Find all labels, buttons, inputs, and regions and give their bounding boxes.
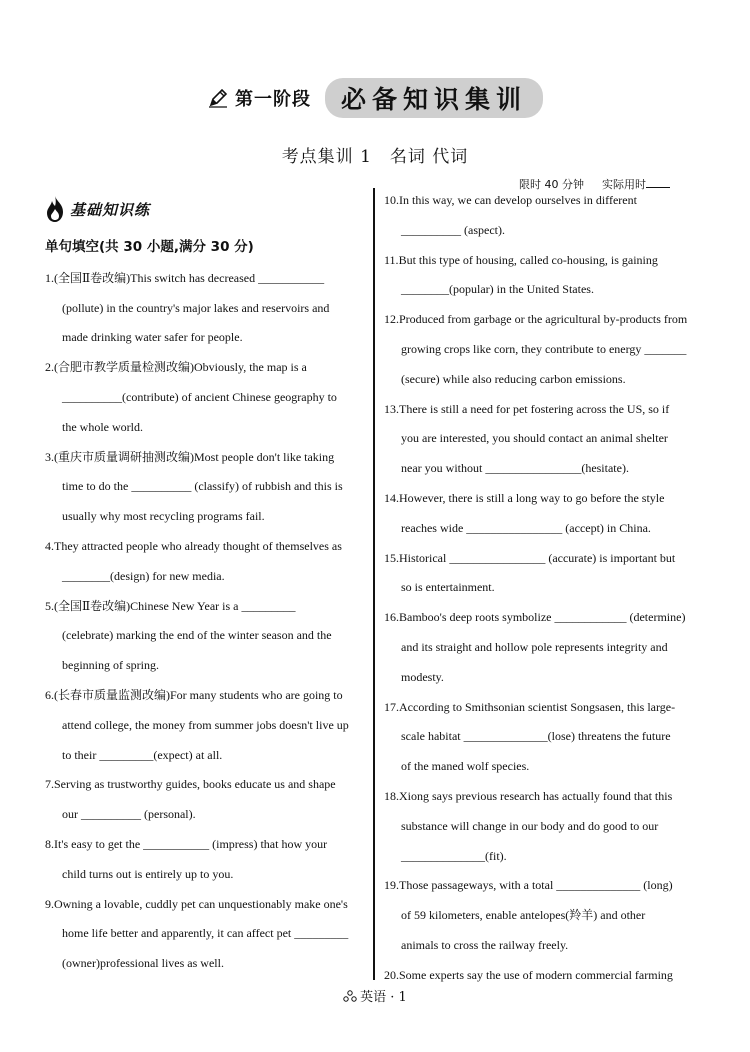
question-text: __________ (aspect). xyxy=(401,222,505,237)
question-number: 10. xyxy=(384,193,399,207)
question-item xyxy=(384,603,705,692)
question-number: 20. xyxy=(384,967,399,982)
question-line xyxy=(384,424,705,454)
left-question-list xyxy=(45,264,368,979)
question-item xyxy=(45,443,368,532)
question-number: 4. xyxy=(45,538,54,553)
question-line xyxy=(384,663,705,693)
question-first-line xyxy=(45,830,368,860)
question-text: (全国Ⅱ卷改编)This switch has decreased ___________ xyxy=(54,270,325,285)
fill-in-subheading: 单句填空(共 30 小题,满分 30 分) xyxy=(45,239,254,255)
question-text: near you without ________________(hesitate). xyxy=(401,461,629,476)
question-number: 16. xyxy=(384,610,399,625)
question-text: our __________ (personal). xyxy=(62,807,196,822)
question-line xyxy=(384,901,705,931)
question-item xyxy=(384,544,705,604)
question-text: According to Smithsonian scientist Songsasen, this large- xyxy=(399,699,676,714)
question-first-line xyxy=(384,395,705,425)
question-text: (重庆市质量调研抽测改编)Most people don't like taking xyxy=(54,449,335,464)
question-line xyxy=(384,722,705,752)
right-question-list xyxy=(384,186,705,991)
question-text: (pollute) in the country's major lakes and reservoirs and xyxy=(62,300,330,315)
question-item xyxy=(45,830,368,890)
time-limit: 限时 40 分钟 xyxy=(519,178,584,191)
question-line xyxy=(384,275,705,305)
question-text: so is entertainment. xyxy=(401,580,495,595)
question-number: 17. xyxy=(384,699,399,714)
question-first-line xyxy=(45,681,368,711)
question-text: ________(design) for new media. xyxy=(62,568,225,583)
question-text: Produced from garbage or the agricultural by-products from xyxy=(399,312,688,327)
question-line xyxy=(45,502,368,532)
question-number: 3. xyxy=(45,449,54,464)
pencil-icon xyxy=(207,87,229,109)
question-first-line xyxy=(45,443,368,473)
question-text: growing crops like corn, they contribute to energy _______ xyxy=(401,341,687,356)
question-first-line xyxy=(384,603,705,633)
question-first-line xyxy=(384,186,705,216)
question-item xyxy=(384,186,705,246)
question-first-line xyxy=(384,871,705,901)
question-line xyxy=(45,323,368,353)
question-text: However, there is still a long way to go before the style xyxy=(399,490,665,505)
question-text: Some experts say the use of modern commercial farming xyxy=(399,967,673,982)
question-first-line xyxy=(384,484,705,514)
question-number: 8. xyxy=(45,836,54,851)
question-text: __________(contribute) of ancient Chinese geography to xyxy=(62,389,337,404)
question-line xyxy=(384,454,705,484)
question-number: 19. xyxy=(384,878,399,893)
question-number: 11. xyxy=(384,252,399,267)
question-first-line xyxy=(384,246,705,276)
question-number: 9. xyxy=(45,896,54,911)
question-first-line xyxy=(45,890,368,920)
question-line xyxy=(45,472,368,502)
question-item xyxy=(45,770,368,830)
question-line xyxy=(45,800,368,830)
question-line xyxy=(384,216,705,246)
question-text: animals to cross the railway freely. xyxy=(401,937,569,952)
question-item xyxy=(45,681,368,770)
question-number: 2. xyxy=(45,360,54,375)
question-text: ________(popular) in the United States. xyxy=(401,282,594,297)
flame-icon xyxy=(44,195,66,223)
question-text: to their _________(expect) at all. xyxy=(62,747,223,762)
question-first-line xyxy=(45,770,368,800)
question-line xyxy=(384,365,705,395)
left-column xyxy=(45,233,368,979)
question-line xyxy=(45,711,368,741)
basic-knowledge-heading xyxy=(44,194,150,224)
question-item xyxy=(45,890,368,979)
question-line xyxy=(384,514,705,544)
question-item xyxy=(384,871,705,960)
stage-label: 第一阶段 xyxy=(234,89,311,110)
question-line xyxy=(45,383,368,413)
question-first-line xyxy=(384,305,705,335)
question-line xyxy=(45,741,368,771)
question-number: 5. xyxy=(45,598,54,613)
column-divider xyxy=(373,188,375,980)
question-item xyxy=(384,484,705,544)
question-line xyxy=(384,633,705,663)
stage-banner: 必备知识集训 xyxy=(325,78,543,118)
question-first-line xyxy=(45,532,368,562)
section-title: 考点集训 1 名词 代词 xyxy=(281,147,469,167)
question-text: and its straight and hollow pole represents integrity and xyxy=(401,639,668,654)
question-line xyxy=(384,931,705,961)
footer-text: 英语 · 1 xyxy=(360,990,407,1005)
question-line xyxy=(384,812,705,842)
question-text: Owning a lovable, cuddly pet can unquestionably make one's xyxy=(54,896,348,911)
question-text: (owner)professional lives as well. xyxy=(62,956,224,971)
question-text: (长春市质量监测改编)For many students who are going to xyxy=(54,687,343,702)
question-number: 7. xyxy=(45,777,54,792)
question-text: substance will change in our body and do good to our xyxy=(401,818,659,833)
question-text: reaches wide ________________ (accept) in China. xyxy=(401,520,651,535)
question-text: modesty. xyxy=(401,669,444,684)
question-text: the whole world. xyxy=(62,419,143,434)
question-text: They attracted people who already thought of themselves as xyxy=(54,538,342,553)
question-first-line xyxy=(45,592,368,622)
question-line xyxy=(384,752,705,782)
question-number: 13. xyxy=(384,401,399,416)
question-line xyxy=(384,842,705,872)
question-line xyxy=(45,621,368,651)
question-text: of 59 kilometers, enable antelopes(羚羊) and other xyxy=(401,908,646,923)
question-text: There is still a need for pet fostering across the US, so if xyxy=(399,401,670,416)
question-text: usually why most recycling programs fail. xyxy=(62,509,265,524)
question-item xyxy=(45,353,368,442)
question-text: home life better and apparently, it can affect pet _________ xyxy=(62,926,349,941)
question-text: (secure) while also reducing carbon emissions. xyxy=(401,371,626,386)
question-text: you are interested, you should contact an animal shelter xyxy=(401,431,668,446)
right-column xyxy=(384,186,705,991)
question-number: 1. xyxy=(45,270,54,285)
question-item xyxy=(45,592,368,681)
basic-knowledge-label: 基础知识练 xyxy=(70,200,151,219)
question-text: child turns out is entirely up to you. xyxy=(62,866,234,881)
page-footer xyxy=(0,986,750,1005)
question-text: Serving as trustworthy guides, books educate us and shape xyxy=(54,777,336,792)
question-item xyxy=(384,395,705,484)
question-first-line xyxy=(384,544,705,574)
question-line xyxy=(45,294,368,324)
question-item xyxy=(384,782,705,871)
question-text: (合肥市教学质量检测改编)Obviously, the map is a xyxy=(54,360,307,375)
question-line xyxy=(45,562,368,592)
question-first-line xyxy=(45,353,368,383)
actual-time-label: 实际用时 xyxy=(602,178,646,191)
question-text: made drinking water safer for people. xyxy=(62,330,243,345)
question-text: But this type of housing, called co-housing, is gaining xyxy=(398,252,658,267)
question-item xyxy=(384,305,705,394)
question-number: 12. xyxy=(384,312,399,327)
question-number: 15. xyxy=(384,550,399,565)
question-text: Those passageways, with a total ______________ (long) xyxy=(399,878,673,893)
question-text: time to do the __________ (classify) of rubbish and this is xyxy=(62,479,343,494)
stage-header xyxy=(0,78,750,118)
question-item xyxy=(45,532,368,592)
question-first-line xyxy=(384,782,705,812)
question-text: beginning of spring. xyxy=(62,658,159,673)
question-text: (全国Ⅱ卷改编)Chinese New Year is a _________ xyxy=(54,598,296,613)
question-text: Historical ________________ (accurate) is important but xyxy=(399,550,676,565)
question-text: of the maned wolf species. xyxy=(401,759,530,774)
question-line xyxy=(45,651,368,681)
question-line xyxy=(45,949,368,979)
question-line xyxy=(45,860,368,890)
question-text: attend college, the money from summer jobs doesn't live up xyxy=(62,717,349,732)
publisher-logo-icon xyxy=(343,990,357,1002)
question-text: Bamboo's deep roots symbolize ____________ (determine) xyxy=(399,610,686,625)
question-item xyxy=(384,246,705,306)
question-text: Xiong says previous research has actually found that this xyxy=(399,788,673,803)
question-text: In this way, we can develop ourselves in different xyxy=(399,193,637,207)
question-line xyxy=(384,573,705,603)
question-number: 14. xyxy=(384,490,399,505)
question-number: 6. xyxy=(45,687,54,702)
question-line xyxy=(45,413,368,443)
question-first-line xyxy=(384,693,705,723)
question-text: scale habitat ______________(lose) threatens the future xyxy=(401,729,671,744)
question-item xyxy=(384,693,705,782)
question-text: ______________(fit). xyxy=(401,848,507,863)
question-first-line xyxy=(45,264,368,294)
question-number: 18. xyxy=(384,788,399,803)
question-line xyxy=(384,335,705,365)
question-item xyxy=(45,264,368,353)
question-line xyxy=(45,919,368,949)
question-text: It's easy to get the ___________ (impress) that how your xyxy=(54,836,328,851)
question-text: (celebrate) marking the end of the winter season and the xyxy=(62,628,332,643)
